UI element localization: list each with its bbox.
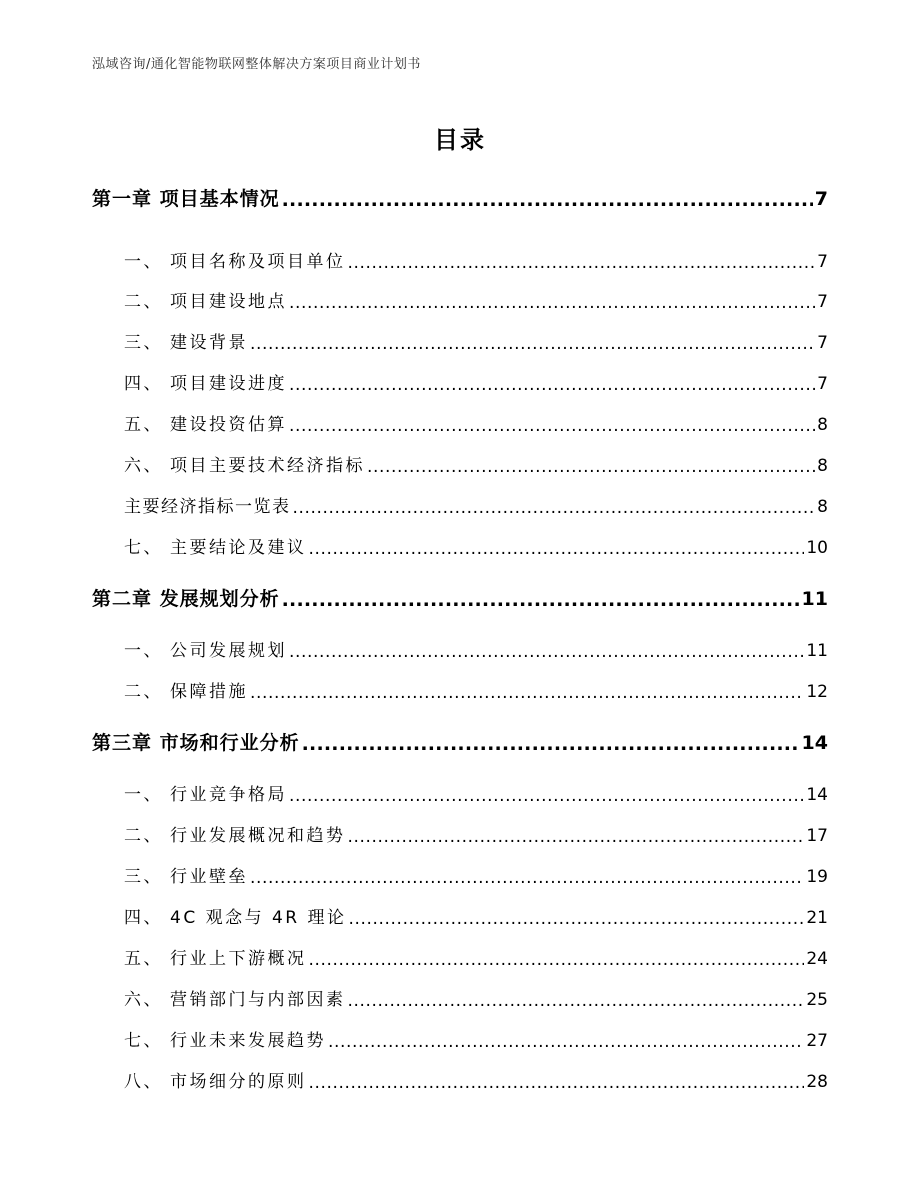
- dot-leader: [250, 683, 804, 700]
- toc-section-entry[interactable]: [124, 287, 828, 312]
- toc-entry-label: 三、 建设背景: [124, 333, 248, 353]
- toc-page-number: 28: [806, 1072, 828, 1092]
- dot-leader: [302, 733, 800, 752]
- toc-entry-label: 七、 主要结论及建议: [124, 538, 307, 558]
- toc-page-number: 11: [801, 588, 828, 610]
- dot-leader: [309, 950, 805, 967]
- toc-subentry[interactable]: [124, 492, 828, 517]
- toc-entry-label: 五、 行业上下游概况: [124, 949, 307, 969]
- toc-section-entry[interactable]: [124, 410, 828, 435]
- toc-page-number: 10: [806, 538, 828, 558]
- toc-entry-label: 二、 项目建设地点: [124, 292, 287, 312]
- toc-page-number: 24: [806, 949, 828, 969]
- dot-leader: [289, 293, 815, 310]
- toc-page-number: 12: [806, 682, 828, 702]
- toc-entry-label: 主要经济指标一览表: [124, 497, 291, 517]
- toc-entry-label: 八、 市场细分的原则: [124, 1072, 307, 1092]
- toc-section-entry[interactable]: [124, 451, 828, 476]
- page-header: 泓域咨询/通化智能物联网整体解决方案项目商业计划书: [92, 57, 421, 72]
- toc-section-entry[interactable]: [124, 533, 828, 558]
- toc-entry-label: 第二章 发展规划分析: [92, 588, 280, 610]
- dot-leader: [328, 1032, 804, 1049]
- toc-entry-label: 第三章 市场和行业分析: [92, 732, 300, 754]
- toc-page-number: 14: [801, 732, 828, 754]
- toc-entry-label: 一、 项目名称及项目单位: [124, 252, 346, 272]
- toc-page-number: 7: [817, 333, 828, 353]
- toc-section-entry[interactable]: [124, 985, 828, 1010]
- toc-entry-label: 四、 项目建设进度: [124, 374, 287, 394]
- toc-section-entry[interactable]: [124, 1026, 828, 1051]
- toc-entry-label: 三、 行业壁垒: [124, 867, 248, 887]
- toc-page-number: 25: [806, 990, 828, 1010]
- toc-page-number: 17: [806, 826, 828, 846]
- toc-page-number: 27: [806, 1031, 828, 1051]
- dot-leader: [289, 642, 804, 659]
- dot-leader: [250, 334, 815, 351]
- toc-entry-label: 二、 保障措施: [124, 682, 248, 702]
- dot-leader: [289, 786, 804, 803]
- dot-leader: [289, 375, 815, 392]
- dot-leader: [348, 827, 805, 844]
- toc-section-entry[interactable]: [124, 636, 828, 661]
- toc-entry-label: 七、 行业未来发展趋势: [124, 1031, 326, 1051]
- toc-section-entry[interactable]: [124, 1067, 828, 1092]
- toc-chapter-entry[interactable]: [92, 584, 828, 611]
- toc-page-number: 7: [817, 292, 828, 312]
- toc-entry-label: 第一章 项目基本情况: [92, 188, 280, 210]
- dot-leader: [348, 991, 805, 1008]
- dot-leader: [282, 189, 813, 208]
- dot-leader: [309, 539, 805, 556]
- toc-page-number: 7: [817, 374, 828, 394]
- toc-section-entry[interactable]: [124, 369, 828, 394]
- toc-entry-label: 六、 营销部门与内部因素: [124, 990, 346, 1010]
- toc-page-number: 7: [814, 188, 828, 210]
- dot-leader: [282, 589, 800, 608]
- toc-section-entry[interactable]: [124, 821, 828, 846]
- dot-leader: [349, 909, 805, 926]
- toc-page-number: 7: [817, 252, 828, 272]
- toc-section-entry[interactable]: [124, 328, 828, 353]
- toc-section-entry[interactable]: [124, 862, 828, 887]
- toc-page-number: 8: [817, 456, 828, 476]
- toc-entry-label: 一、 公司发展规划: [124, 641, 287, 661]
- toc-chapter-entry[interactable]: [92, 728, 828, 755]
- toc-entry-label: 二、 行业发展概况和趋势: [124, 826, 346, 846]
- toc-entry-label: 六、 项目主要技术经济指标: [124, 456, 365, 476]
- toc-entry-label: 一、 行业竞争格局: [124, 785, 287, 805]
- toc-page-number: 8: [817, 415, 828, 435]
- dot-leader: [289, 416, 815, 433]
- toc-entry-label: 四、 4C 观念与 4R 理论: [124, 908, 347, 928]
- dot-leader: [250, 868, 804, 885]
- page-title: 目录: [434, 126, 486, 154]
- toc-section-entry[interactable]: [124, 903, 828, 928]
- toc-entry-label: 五、 建设投资估算: [124, 415, 287, 435]
- toc-page-number: 11: [806, 641, 828, 661]
- toc-page-number: 21: [806, 908, 828, 928]
- toc-section-entry[interactable]: [124, 247, 828, 272]
- toc-page-number: 8: [817, 497, 828, 517]
- toc-page-number: 19: [806, 867, 828, 887]
- toc-page-number: 14: [806, 785, 828, 805]
- dot-leader: [367, 457, 815, 474]
- toc-section-entry[interactable]: [124, 677, 828, 702]
- dot-leader: [348, 253, 816, 270]
- dot-leader: [293, 498, 816, 515]
- toc-chapter-entry[interactable]: [92, 184, 828, 211]
- toc-section-entry[interactable]: [124, 944, 828, 969]
- toc-section-entry[interactable]: [124, 780, 828, 805]
- dot-leader: [309, 1073, 805, 1090]
